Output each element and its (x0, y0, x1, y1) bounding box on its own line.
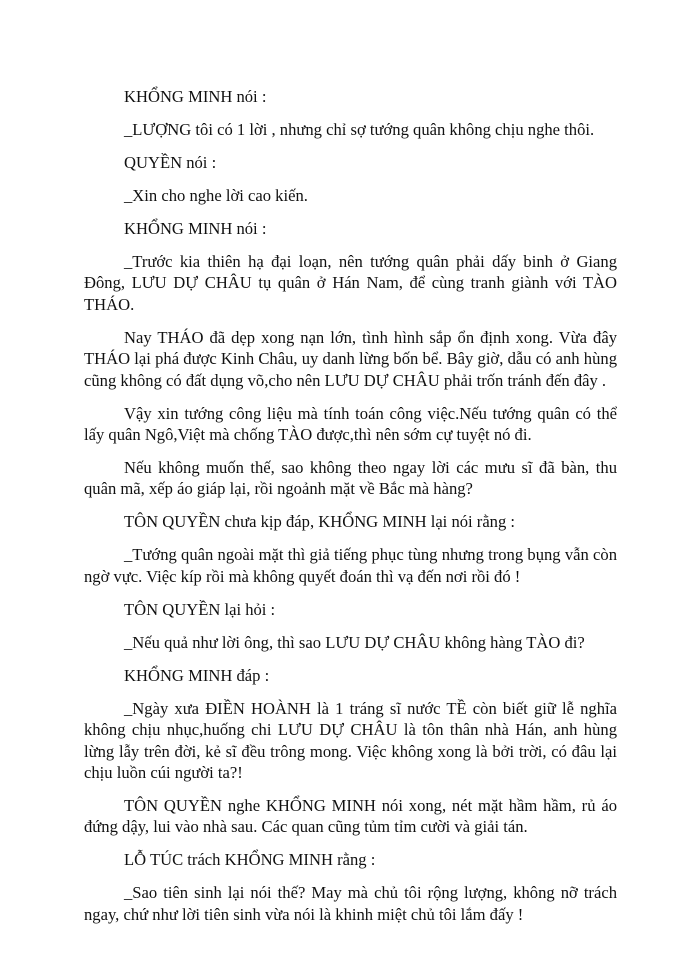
dialogue-paragraph: _Ngày xưa ĐIỀN HOÀNH là 1 tráng sĩ nước TỀ còn biết giữ lễ nghĩa không chịu nhục,huống chi LƯU DỰ CHÂU là tôn thân nhà Hán, anh hùng lừng lẫy trên đời, kẻ sĩ đều trông mong. Việc không xong là bởi trời, có đâu lại chịu luồn cúi người ta?! (84, 698, 617, 783)
body-paragraph: Nay THÁO đã dẹp xong nạn lớn, tình hình sắp ổn định xong. Vừa đây THÁO lại phá được Kinh Châu, uy danh lừng bốn bể. Bây giờ, dẫu có anh hùng cũng không có đất dụng võ,cho nên LƯU DỰ CHÂU phải trốn tránh đến đây . (84, 327, 617, 390)
speaker-line: KHỔNG MINH đáp : (124, 665, 270, 685)
speaker-line: QUYỀN nói : (124, 153, 217, 172)
dialogue-paragraph: _Nếu quả như lời ông, thì sao LƯU DỰ CHÂU không hàng TÀO đi? (124, 632, 585, 652)
dialogue-paragraph: _LƯỢNG tôi có 1 lời , nhưng chỉ sợ tướng quân không chịu nghe thôi. (124, 120, 595, 139)
speaker-line: KHỔNG MINH nói : (124, 87, 267, 106)
document-page (84, 86, 617, 937)
dialogue-paragraph: _Sao tiên sinh lại nói thế? May mà chủ tôi rộng lượng, không nỡ trách ngay, chứ như lời tiên sinh vừa nói là khinh miệt chủ tôi lắm đấy ! (84, 883, 617, 924)
body-paragraph: Vậy xin tướng công liệu mà tính toán công việc.Nếu tướng quân có thể lấy quân Ngô,Việt mà chống TÀO được,thì nên sớm cự tuyệt nó đi. (84, 403, 617, 445)
narration-line: TÔN QUYỀN chưa kịp đáp, KHỔNG MINH lại nói rằng : (124, 512, 516, 532)
dialogue-paragraph: _Xin cho nghe lời cao kiến. (124, 186, 308, 205)
dialogue-paragraph: _Trước kia thiên hạ đại loạn, nên tướng quân phải dấy binh ở Giang Đông, LƯU DỰ CHÂU tụ quân ở Hán Nam, để cùng tranh giành với TÀO THÁO. (84, 252, 617, 314)
speaker-line: KHỔNG MINH nói : (124, 219, 267, 238)
speaker-line: TÔN QUYỀN lại hỏi : (124, 599, 276, 619)
narration-paragraph: TÔN QUYỀN nghe KHỔNG MINH nói xong, nét mặt hầm hầm, rủ áo đứng dậy, lui vào nhà sau. Các quan cũng tủm tỉm cười và giải tán. (84, 796, 617, 837)
body-paragraph: Nếu không muốn thế, sao không theo ngay lời các mưu sĩ đã bàn, thu quân mã, xếp áo giáp lại, rồi ngoảnh mặt về Bắc mà hàng? (84, 458, 617, 499)
speaker-line: LỖ TÚC trách KHỔNG MINH rằng : (124, 850, 376, 870)
dialogue-paragraph: _Tướng quân ngoài mặt thì giả tiếng phục tùng nhưng trong bụng vẫn còn ngờ vực. Việc kíp rồi mà không quyết đoán thì vạ đến nơi rồi đó ! (84, 545, 617, 586)
